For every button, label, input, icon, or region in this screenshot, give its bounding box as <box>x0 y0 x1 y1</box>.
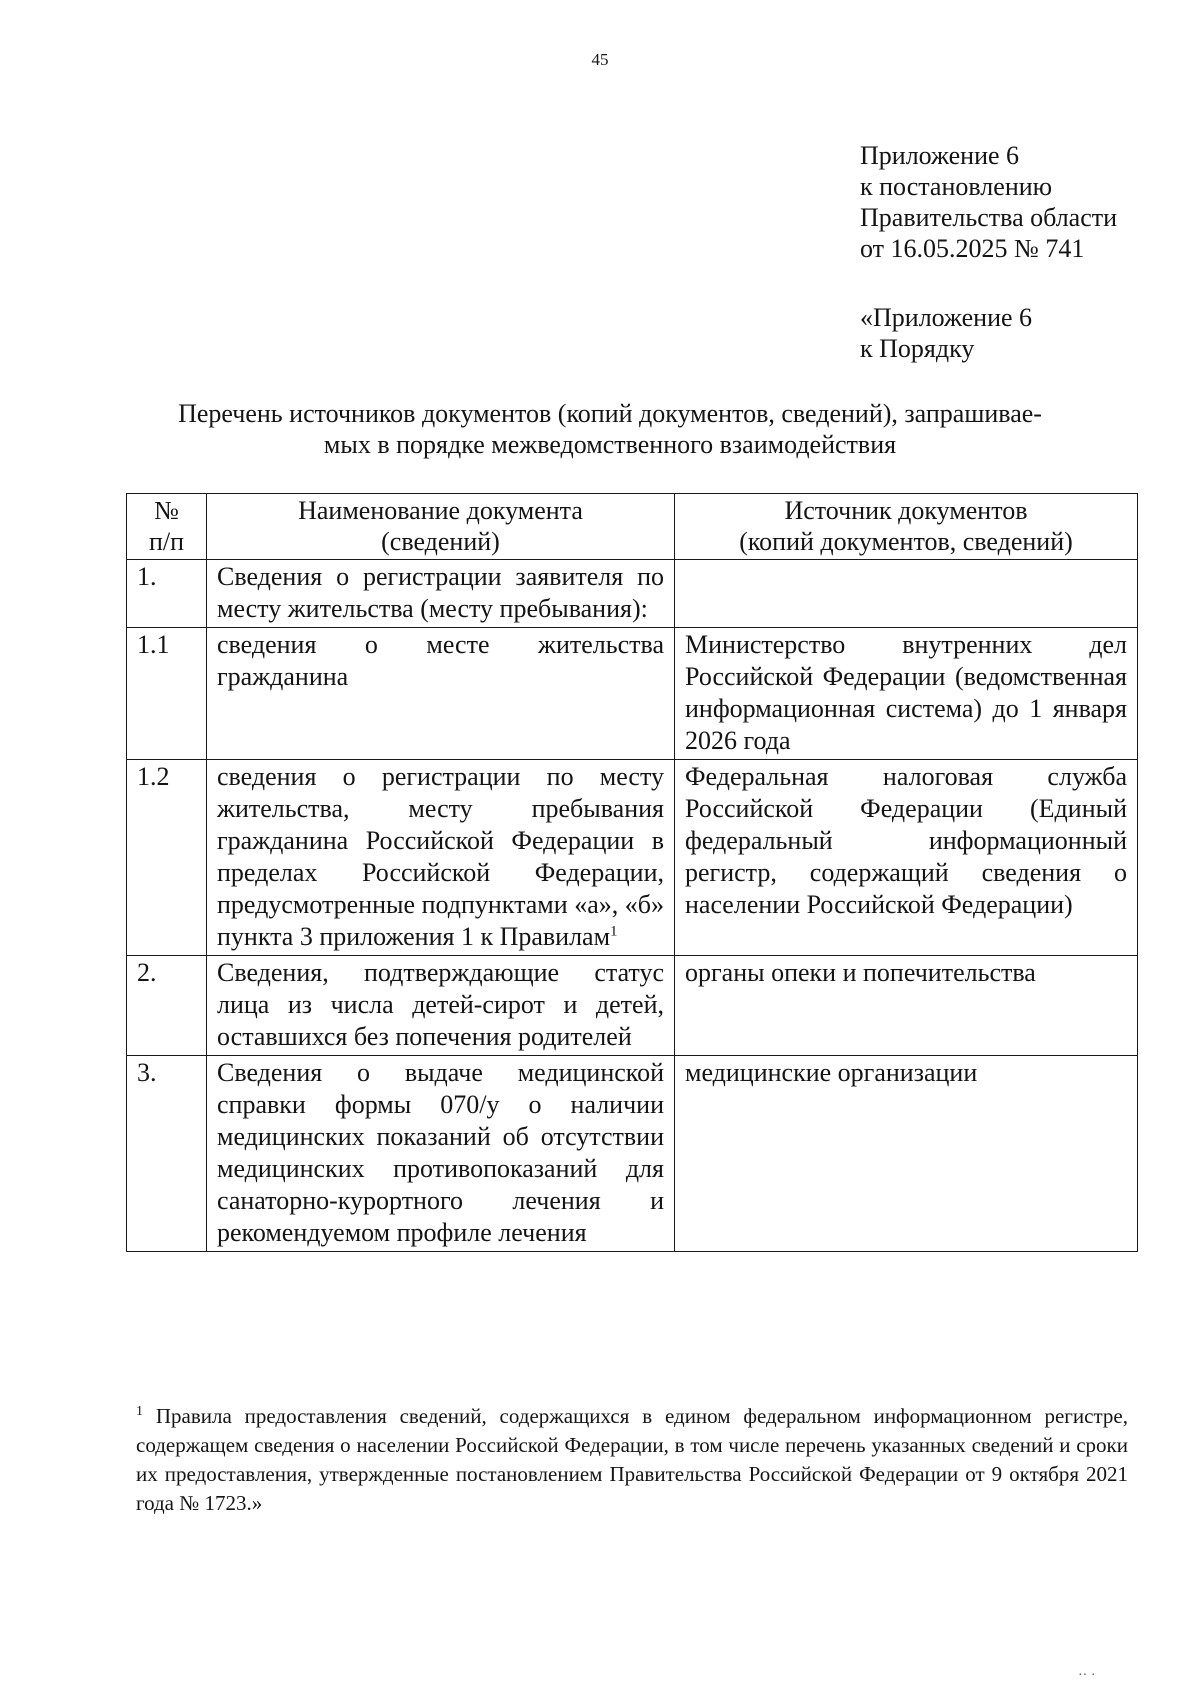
appendix-heading <box>860 140 1117 264</box>
table-row <box>127 628 1138 760</box>
row-document-name: Сведения о выдаче медицинской справки формы 070/у о наличии медицинских показаний об отсутствии медицинских противопоказаний для санаторно-курортного лечения и рекомендуемом профиле лечения <box>207 1056 675 1252</box>
footnote-text: Правила предоставления сведений, содержащихся в едином федеральном информационном регистре, содержащем сведения о населении Российской Федерации, в том числе перечень указанных сведений и сроки их предоставления, утвержденные постановлением Правительства Российской Федерации от 9 октября 2021 года № 1723.» <box>136 1404 1128 1515</box>
header-document-name <box>207 494 675 560</box>
header-name-line2: (сведений) <box>381 527 500 556</box>
row-number: 1.1 <box>127 628 207 760</box>
header-source-line1: Источник документов <box>784 496 1028 525</box>
table-header-row <box>127 494 1138 560</box>
table-row <box>127 956 1138 1056</box>
row-document-source: Министерство внутренних дел Российской Федерации (ведомственная информационная система) до 1 января 2026 года <box>675 628 1138 760</box>
row-document-name: Сведения, подтверждающие статус лица из числа детей-сирот и детей, оставшихся без попечения родителей <box>207 956 675 1056</box>
table-row <box>127 1056 1138 1252</box>
appendix-line: Приложение 6 <box>860 141 1020 170</box>
footnote-mark: 1 <box>136 1404 143 1419</box>
scan-corner-mark: ·· · <box>1078 1668 1096 1683</box>
order-appendix-heading <box>860 302 1032 364</box>
document-title-line: Перечень источников документов (копий документов, сведений), запрашивае- <box>178 399 1042 428</box>
footnote <box>136 1402 1128 1518</box>
sources-table <box>126 493 1138 1252</box>
appendix-line: от 16.05.2025 № 741 <box>860 234 1085 263</box>
row-number: 1. <box>127 560 207 628</box>
table-row <box>127 560 1138 628</box>
header-number <box>127 494 207 560</box>
header-document-source <box>675 494 1138 560</box>
document-title <box>120 398 1100 460</box>
header-number-line1: № <box>154 496 179 525</box>
order-appendix-line: к Порядку <box>860 334 975 363</box>
row-document-name: сведения о месте жительства гражданина <box>207 628 675 760</box>
appendix-line: Правительства области <box>860 203 1118 232</box>
header-source-line2: (копий документов, сведений) <box>739 527 1073 556</box>
row-number: 2. <box>127 956 207 1056</box>
row-document-name: Сведения о регистрации заявителя по месту жительства (месту пребывания): <box>207 560 675 628</box>
row-document-name-text: сведения о регистрации по месту жительства, месту пребывания гражданина Российской Федерации в пределах Российской Федерации, предусмотренные подпунктами «а», «б» пункта 3 приложения 1 к Правилам <box>217 762 664 951</box>
row-number: 3. <box>127 1056 207 1252</box>
appendix-line: к постановлению <box>860 172 1053 201</box>
header-name-line1: Наименование документа <box>298 496 583 525</box>
row-document-source: органы опеки и попечительства <box>675 956 1138 1056</box>
footnote-reference: 1 <box>610 923 618 940</box>
row-document-source: медицинские организации <box>675 1056 1138 1252</box>
header-number-line2: п/п <box>148 527 185 556</box>
page-number: 45 <box>591 50 609 69</box>
order-appendix-line: «Приложение 6 <box>860 303 1033 332</box>
table-row <box>127 760 1138 956</box>
row-document-source <box>675 560 1138 628</box>
row-document-source: Федеральная налоговая служба Российской Федерации (Единый федеральный информационный регистр, содержащий сведения о населении Российской Федерации) <box>675 760 1138 956</box>
document-title-line: мых в порядке межведомственного взаимодействия <box>323 430 897 459</box>
row-document-name <box>207 760 675 956</box>
row-number: 1.2 <box>127 760 207 956</box>
